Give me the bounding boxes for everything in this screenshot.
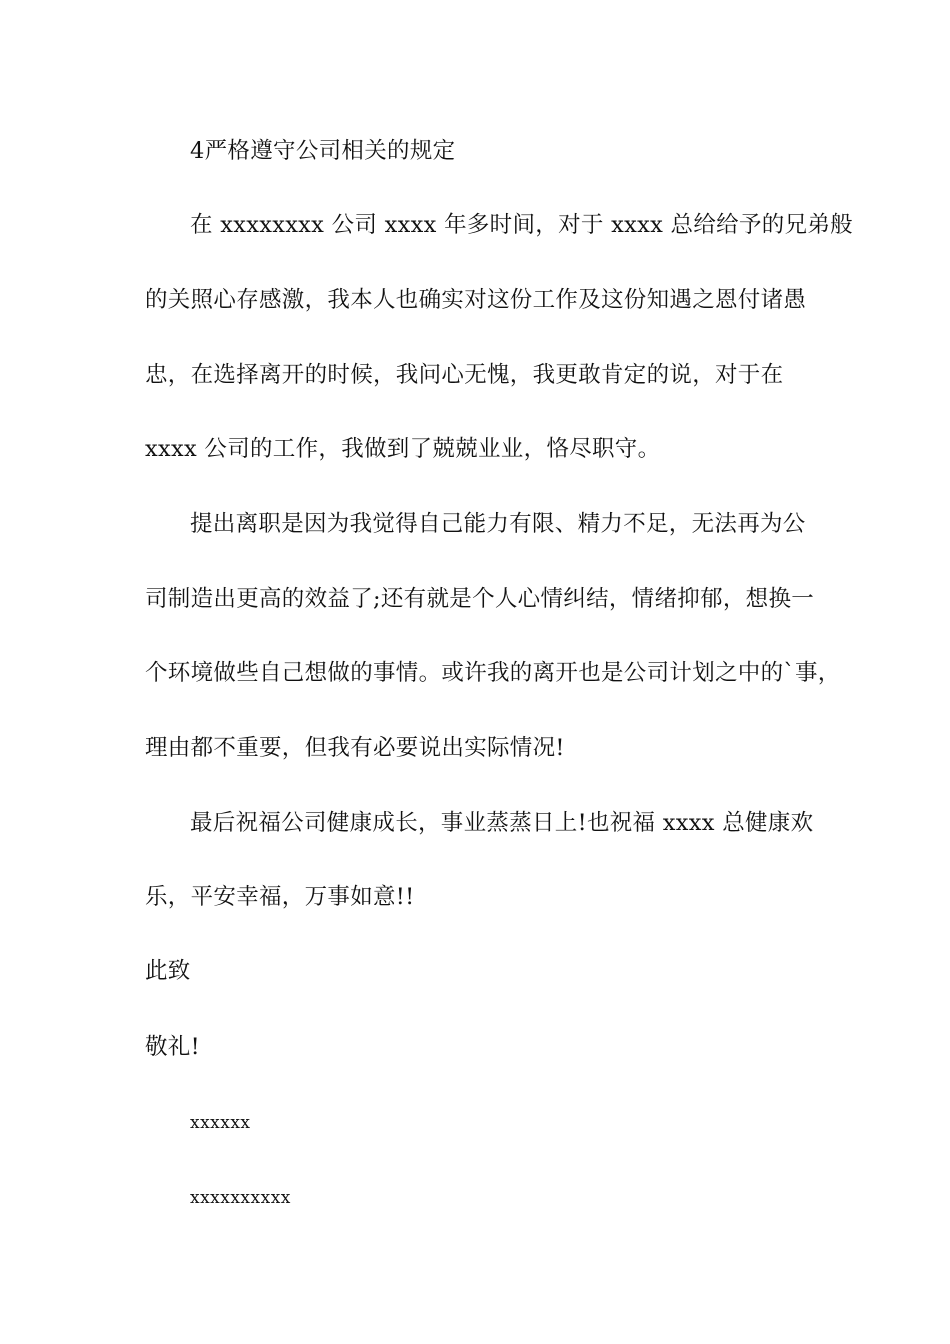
signature-name: xxxxxx — [190, 1113, 251, 1133]
paragraph-2-line-3: 个环境做些自己想做的事情。或许我的离开也是公司计划之中的`事， — [145, 660, 841, 686]
salute-text: 敬礼! — [145, 1034, 200, 1060]
paragraph-1-line-2: 的关照心存感激，我本人也确实对这份工作及这份知遇之恩付诸愚 — [145, 287, 807, 313]
paragraph-2-line-1: 提出离职是因为我觉得自己能力有限、精力不足，无法再为公 — [190, 511, 806, 537]
paragraph-2-line-2: 司制造出更高的效益了;还有就是个人心情纠结，情绪抑郁，想换一 — [145, 586, 815, 612]
paragraph-3-line-2: 乐，平安幸福，万事如意!! — [145, 884, 415, 910]
paragraph-2-line-4: 理由都不重要，但我有必要说出实际情况! — [145, 735, 565, 761]
paragraph-3-line-1: 最后祝福公司健康成长，事业蒸蒸日上!也祝福 xxxx 总健康欢 — [190, 810, 814, 836]
closing-text: 此致 — [145, 958, 191, 984]
paragraph-1-line-4: xxxx 公司的工作，我做到了兢兢业业，恪尽职守。 — [145, 436, 661, 462]
heading-item: 4严格遵守公司相关的规定 — [190, 138, 456, 164]
paragraph-1-line-1: 在 xxxxxxxx 公司 xxxx 年多时间，对于 xxxx 总给给予的兄弟般 — [190, 212, 853, 238]
paragraph-1-line-3: 忠，在选择离开的时候，我问心无愧，我更敢肯定的说，对于在 — [145, 362, 784, 388]
signature-date: xxxxxxxxxx — [190, 1188, 291, 1208]
